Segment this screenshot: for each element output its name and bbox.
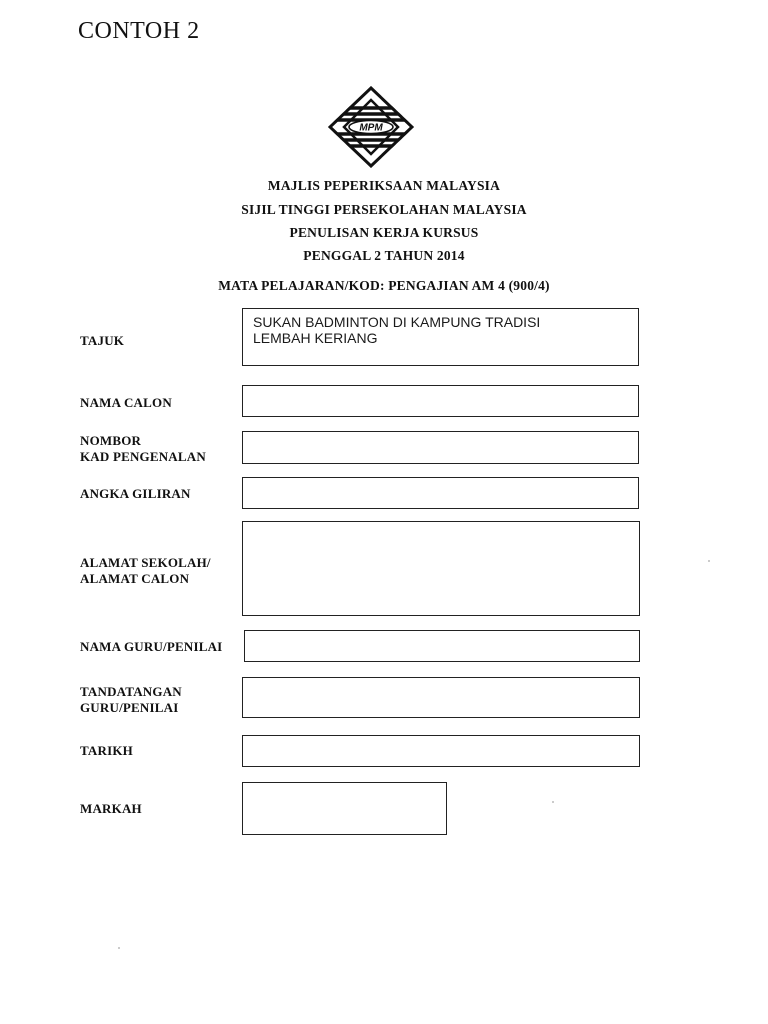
nama-calon-label: NAMA CALON [80,395,172,410]
angka-giliran-field[interactable] [242,477,639,509]
tarikh-label: TARIKH [80,743,133,758]
alamat-label [80,555,211,587]
markah-field[interactable] [242,782,447,835]
header-line-1: MAJLIS PEPERIKSAAN MALAYSIA [267,178,501,193]
tandatangan-label-line-2: GURU/PENILAI [80,700,179,715]
markah-label: MARKAH [80,801,142,816]
tajuk-field[interactable] [242,308,639,366]
mpm-crest-logo [328,86,414,168]
page-label: CONTOH 2 [78,18,200,44]
alamat-label-line-2: ALAMAT CALON [80,571,190,586]
tandatangan-field[interactable] [242,677,640,718]
tajuk-value-line-1: SUKAN BADMINTON DI KAMPUNG TRADISI [253,314,541,330]
tajuk-label: TAJUK [80,333,125,348]
header-line-3: PENULISAN KERJA KURSUS [289,225,479,240]
tandatangan-label [80,684,182,716]
tarikh-field[interactable] [242,735,640,767]
nombor-kp-label-line-2: KAD PENGENALAN [80,449,206,464]
header-line-4: PENGGAL 2 TAHUN 2014 [303,248,465,263]
angka-giliran-label: ANGKA GILIRAN [80,486,191,501]
scan-speck [708,560,710,562]
scan-speck [552,801,554,803]
subject-line: MATA PELAJARAN/KOD: PENGAJIAN AM 4 (900/4) [218,278,550,293]
header-line-2: SIJIL TINGGI PERSEKOLAHAN MALAYSIA [241,202,527,217]
nombor-kp-label-line-1: NOMBOR [80,433,142,448]
scan-speck [118,947,120,949]
nama-calon-field[interactable] [242,385,639,417]
nama-guru-label: NAMA GURU/PENILAI [80,639,223,654]
nama-guru-field[interactable] [244,630,640,662]
tajuk-value-line-2: LEMBAH KERIANG [253,330,378,346]
alamat-label-line-1: ALAMAT SEKOLAH/ [80,555,211,570]
nombor-kp-label [80,433,206,465]
tandatangan-label-line-1: TANDATANGAN [80,684,182,699]
nombor-kp-field[interactable] [242,431,639,464]
logo-text: MPM [359,122,383,134]
alamat-field[interactable] [242,521,640,616]
